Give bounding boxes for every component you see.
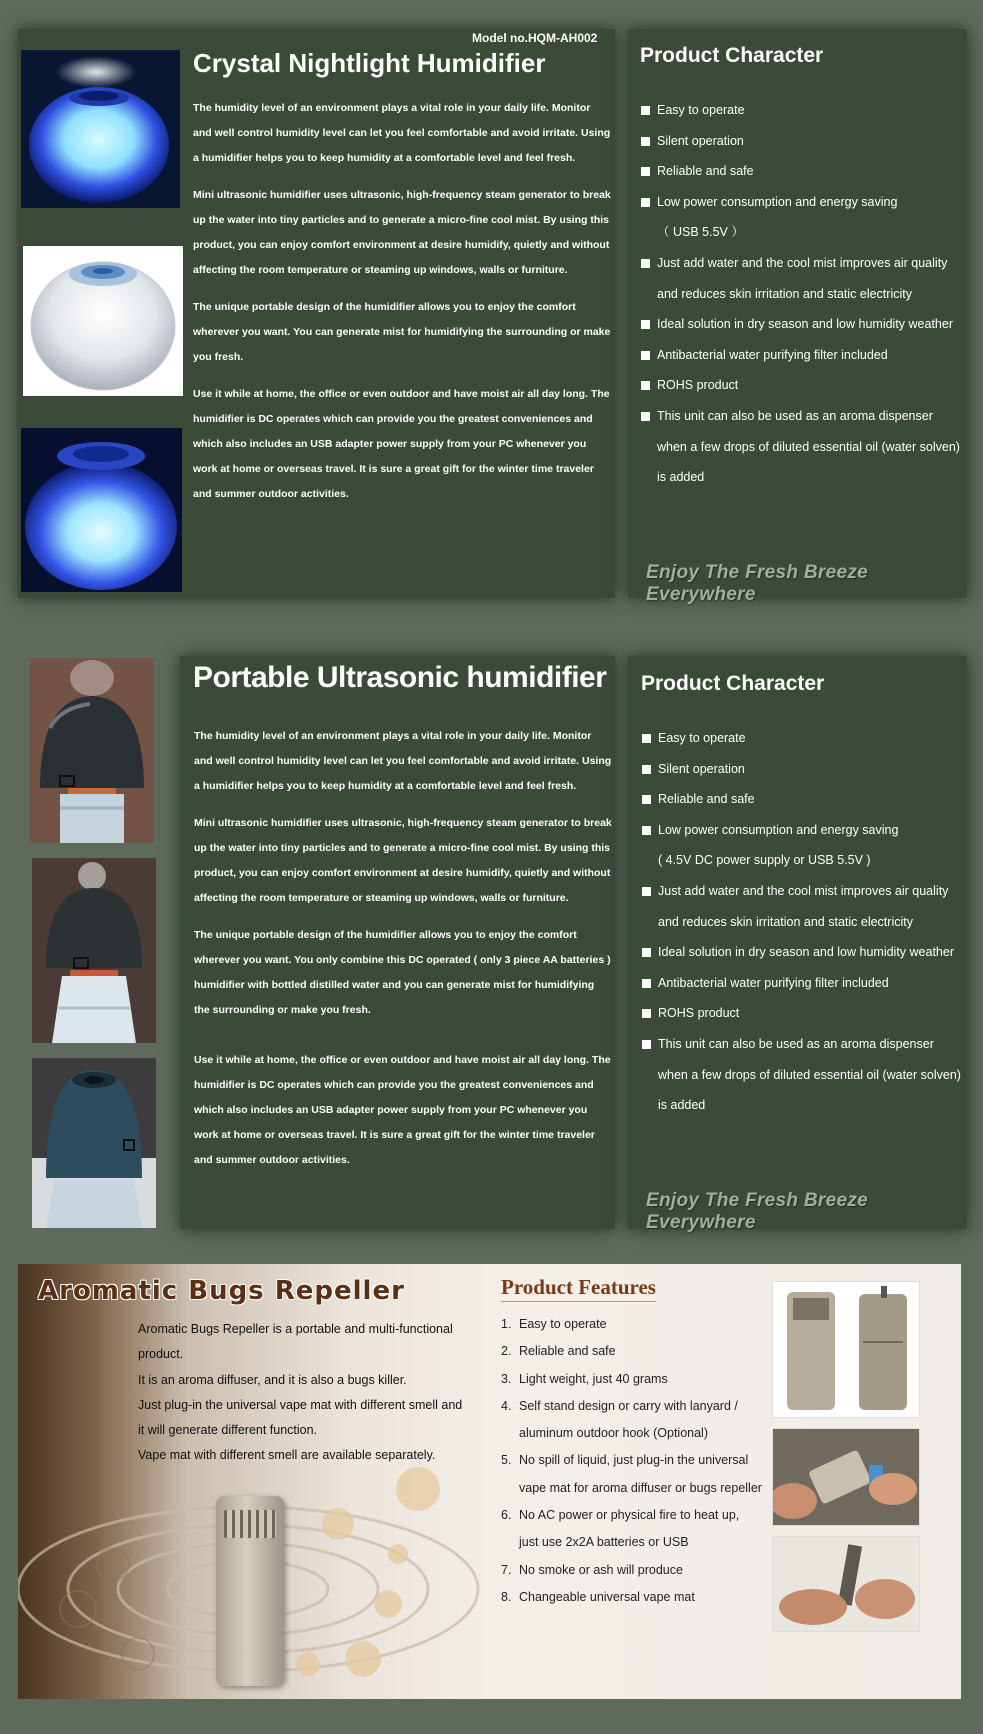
character-title-2: Product Character [641,672,825,695]
portable-humidifier-photo-1 [30,658,154,843]
repeller-photo-mat [772,1428,920,1526]
crystal-humidifier-photo-bottom [21,428,182,592]
slogan-2: Enjoy The Fresh Breeze Everywhere [646,1190,869,1233]
description-line: It is an aroma diffuser, and it is also a bugs killer. [138,1372,407,1387]
character-item: Easy to operate [642,723,962,754]
paragraph-1: The humidity level of an environment plays a vital role in your daily life. Monitor and well control humidity level can let you feel comfortable and avoid irritate. Using a humidifier helps you to keep humidity at a comfortable level and feel fresh. [193,102,611,164]
repeller-photo-hand [772,1536,920,1632]
paragraph-4: Use it while at home, the office or even outdoor and have moist air all day long. The humidifier is DC operates which can provide you the greatest conveniences and which also includes an USB adapter power supply from your PC whenever you work at home or overseas travel. It is sure a great gift for the winter time traveler and summer outdoor activities. [194,1054,611,1166]
features-list [501,1311,781,1611]
feature-item: 2. Reliable and safe [501,1344,616,1359]
crystal-humidifier-photo-clear [23,246,183,396]
character-item: This unit can also be used as an aroma dispenser when a few drops of diluted essential oil (water solven) is added [641,401,961,493]
character-item: This unit can also be used as an aroma dispenser when a few drops of diluted essential oil (water solven) is added [642,1029,962,1121]
character-item: Just add water and the cool mist improves air quality and reduces skin irritation and static electricity [642,876,962,937]
repeller-photo-pair [772,1281,920,1418]
crystal-humidifier-photo-top [21,50,180,208]
paragraph-2: Mini ultrasonic humidifier uses ultrasonic, high-frequency steam generator to break up the water into tiny particles and to generate a micro-fine cool mist. By using this product, you can enjoy comfort environment at desire humidify, quietly and without affecting the room temperature or steaming up windows, walls or furniture. [194,817,612,904]
aroma-description [138,1317,468,1469]
description-text-2 [194,724,612,1185]
feature-item: 7. No smoke or ash will produce [501,1562,683,1577]
character-item: Antibacterial water purifying filter included [641,340,961,371]
character-item: Easy to operate [641,95,961,126]
paragraph-3: The unique portable design of the humidifier allows you to enjoy the comfort wherever you want. You only combine this DC operated ( only 3 piece AA batteries ) humidifier with bottled distilled water and you can generate mist for humidifying the surrounding or make you fresh. [194,929,611,1016]
character-item: Antibacterial water purifying filter included [642,968,962,999]
description-line: Aromatic Bugs Repeller is a portable and multi-functional product. [138,1322,453,1362]
character-item: ROHS product [642,998,962,1029]
feature-item: 3. Light weight, just 40 grams [501,1371,668,1386]
character-item: ROHS product [641,370,961,401]
feature-item: 5. No spill of liquid, just plug-in the universal vape mat for aroma diffuser or bugs repeller [501,1453,762,1495]
paragraph-3: The unique portable design of the humidifier allows you to enjoy the comfort wherever you want. You can generate mist for humidifying the surrounding or make you fresh. [193,301,611,363]
slogan-1: Enjoy The Fresh Breeze Everywhere [646,562,869,605]
feature-item: 8. Changeable universal vape mat [501,1589,695,1604]
paragraph-4: Use it while at home, the office or even outdoor and have moist air all day long. The humidifier is DC operates which can provide you the greatest conveniences and which also includes an USB adapter power supply from your PC whenever you work at home or overseas travel. It is sure a great gift for the winter time traveler and summer outdoor activities. [193,388,610,500]
paragraph-1: The humidity level of an environment plays a vital role in your daily life. Monitor and well control humidity level can let you feel comfortable and avoid irritate. Using a humidifier helps you to keep humidity at a comfortable level and feel fresh. [194,730,612,792]
feature-item: 1. Easy to operate [501,1317,607,1331]
description-line: Just plug-in the universal vape mat with different smell and it will generate different function. [138,1397,463,1438]
character-list-2 [642,723,962,1121]
aroma-repeller-banner [18,1264,961,1699]
description-line: Vape mat with different smell are available separately. [138,1448,436,1463]
character-item: Silent operation [641,126,961,157]
character-title-1: Product Character [640,44,824,67]
character-item: Reliable and safe [641,156,961,187]
features-title: Product Features [501,1275,656,1302]
product-title-2: Portable Ultrasonic humidifier [193,661,607,694]
character-item: Just add water and the cool mist improves air quality and reduces skin irritation and static electricity [641,248,961,309]
character-item: Low power consumption and energy saving （ USB 5.5V ） [641,187,961,248]
repeller-device [216,1496,284,1686]
feature-item: 6. No AC power or physical fire to heat up, just use 2x2A batteries or USB [501,1508,740,1550]
character-item: Ideal solution in dry season and low humidity weather [642,937,962,968]
model-number: Model no.HQM-AH002 [472,31,598,45]
description-text-1 [193,96,611,519]
paragraph-2: Mini ultrasonic humidifier uses ultrasonic, high-frequency steam generator to break up the water into tiny particles and to generate a micro-fine cool mist. By using this product, you can enjoy comfort environment at desire humidify, quietly and without affecting the room temperature or steaming up windows, walls or furniture. [193,189,611,276]
character-item: Reliable and safe [642,784,962,815]
character-item: Ideal solution in dry season and low humidity weather [641,309,961,340]
portable-humidifier-photo-2 [32,858,156,1043]
character-item: Silent operation [642,754,962,785]
aroma-title: Aromatic Bugs Repeller [38,1276,405,1306]
product-title: Crystal Nightlight Humidifier [193,48,546,78]
character-list-1 [641,95,961,493]
feature-item: 4. Self stand design or carry with lanyard / aluminum outdoor hook (Optional) [501,1398,738,1441]
portable-humidifier-photo-3 [32,1058,156,1228]
character-item: Low power consumption and energy saving ( 4.5V DC power supply or USB 5.5V ) [642,815,962,876]
